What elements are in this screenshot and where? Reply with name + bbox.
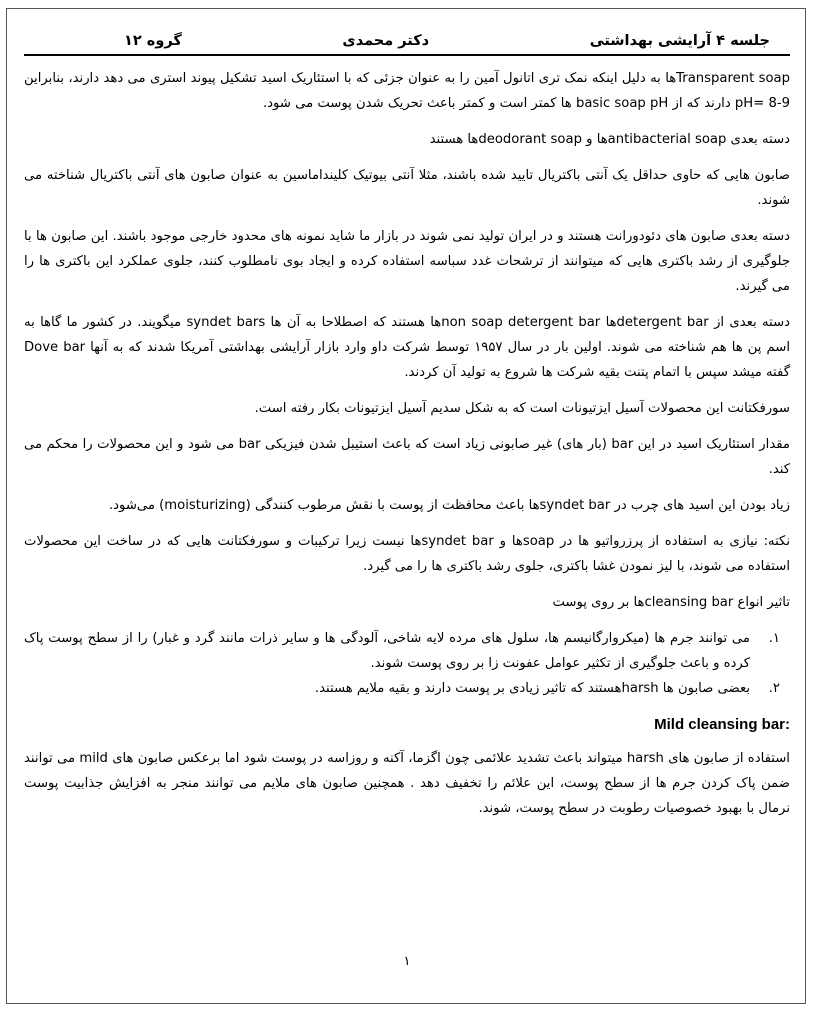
paragraph-syndet-bars: دسته بعدی از detergent barها non soap detergent barها هستند که اصطلاحا به آن ها syndet bars میگویند. در کشور ما گاها به اسم پن ها هم شناخته می شوند. اولین بار در سال ۱۹۵۷ توسط شرکت داو وارد بازار آرایشی بهداشتی آمریکا شدند که به آنها Dove bar گفته میشد سپس با اتمام پتنت بقیه شرکت ها شروع به تولید آن کردند. [24,315,791,380]
header-group: گروه ۱۲ [124,33,182,49]
paragraph-cleansing-bar-effects: تاثیر انواع cleansing barها بر روی پوست [552,595,790,610]
list-item-number: ۲. [768,681,780,696]
document-page [24,20,790,1000]
list-item [24,626,790,676]
document-body [24,66,790,821]
paragraph-surfactant: سورفکتانت این محصولات آسیل ایزتیونات است که به شکل سدیم آسیل ایزتیونات بکار رفته است. [254,401,790,416]
list-item-text: بعضی صابون ها harshهستند که تاثیر زیادی بر پوست دارند و بقیه ملایم هستند. [314,681,750,696]
paragraph-fatty-acids: زیاد بودن این اسید های چرب در syndet barها باعث محافظت از پوست با نقش مرطوب کنندگی (moisturizing) می‌شود. [108,498,790,513]
paragraph-stearic-acid: مقدار استئاریک اسید در این bar (بار های) غیر صابونی زیاد است که باعث استیبل شدن فیزیکی bar می شود و این محصولات را محکم می کند. [24,437,790,477]
effects-list [24,626,790,701]
header-session-title: جلسه ۴ آرایشی بهداشتی [589,33,770,49]
paragraph-transparent-soap: Transparent soapها به دلیل اینکه نمک تری اتانول آمین را به عنوان جزئی که با استئاریک اسید تشکیل پیوند استری می دهد دارند، بنابراین pH= 8-9 دارند که از basic soap pH ها کمتر است و کمتر باعث تحریک شدن پوست می شود. [24,71,790,111]
paragraph-antibacterial: صابون هایی که حاوی حداقل یک آنتی باکتریال تایید شده باشند، مثلا آنتی بیوتیک کلینداماسین به عنوان صابون های آنتی باکتریال شناخته می شوند. [24,168,790,208]
paragraph-next-category: دسته بعدی antibacterial soapها و deodorant soapها هستند [429,132,790,147]
list-item [24,676,790,701]
page-number: ۱ [403,954,411,969]
paragraph-note-preservatives: نکته: نیازی به استفاده از پرزرواتیو ها در soapها و syndet barها نیست زیرا ترکیبات و سورفکتانت هایی که در ساخت این محصولات استفاده می شوند، با لیز نمودن غشا باکتری، جلوی رشد باکتری ها را می گیرد. [24,534,791,574]
header-doctor-name: دکتر محمدی [342,33,430,49]
paragraph-deodorant: دسته بعدی صابون های دئودورانت هستند و در ایران تولید نمی شوند در بازار ما شاید نمونه های محدود خارجی موجود باشند. این صابون ها با جلوگیری از رشد باکتری هایی که میتوانند از ترشحات غدد سباسه استفاده کرده و ایجاد بوی نامطلوب کنند، جلوی عملکرد این باکتری ها را می گیرند. [24,229,790,294]
paragraph-harsh-vs-mild: استفاده از صابون های harsh میتواند باعث تشدید علائمی چون اگزما، آکنه و روزاسه در پوست شود اما برعکس صابون های mild می توانند ضمن پاک کردن جرم ها از سطح پوست، این علائم را تخفیف دهد . همچنین صابون های ملایم می توانند منجر به افزایش جذابیت پوست نرمال با بهبود خصوصیات رطوبت در سطح پوست، شوند. [24,751,790,816]
subheading-mild-cleansing-bar: Mild cleansing bar: [654,716,790,733]
list-item-text: می توانند جرم ها (میکروارگانیسم ها، سلول های مرده لایه شاخی، آلودگی ها و سایر ذرات مانند گرد و غبار) را از سطح پوست پاک کرده و باعث جلوگیری از تکثیر عوامل عفونت زا بر روی پوست شوند. [24,631,750,671]
page-header [24,20,790,56]
list-item-number: ۱. [768,631,780,646]
